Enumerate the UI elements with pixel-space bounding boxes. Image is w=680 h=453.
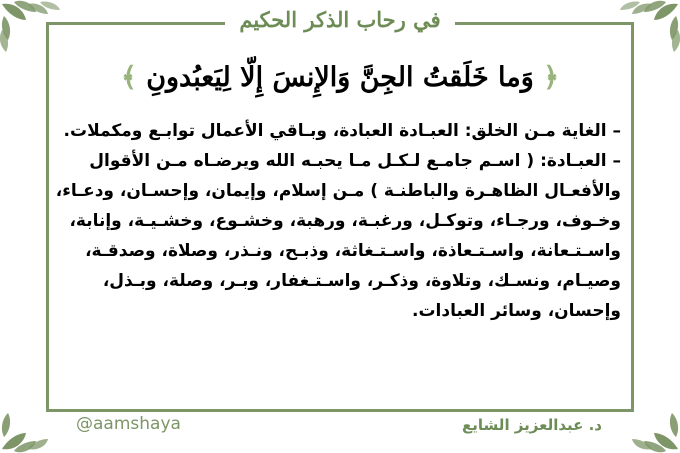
- author-name: د. عبدالعزيز الشايع: [454, 416, 610, 434]
- body-line: والأفعـال الظاهـرة والباطنـة ) مـن إسلام، وإيمان، وإحسـان، ودعـاء،: [56, 181, 621, 201]
- body-line: – الغاية مـن الخلق: العبـادة العبادة، وبـاقي الأعمال توابـع ومكملات.: [63, 121, 621, 141]
- body-line: – العبـادة: ( اسـم جامـع لـكـل مـا يحبـه الله ويرضـاه مـن الأقوال: [89, 151, 621, 171]
- quran-verse: [46, 58, 634, 98]
- body-line: وإحسان، وسائر العبادات.: [412, 301, 621, 321]
- header-title: [0, 3, 680, 37]
- body-line: وصيـام، ونسـك، وتلاوة، وذكـر، واسـتـغفار، وبـر، وصلة، وبـذل،: [102, 271, 621, 291]
- header-title-text: في رحاب الذكر الحكيم: [225, 7, 454, 32]
- verse-close-bracket: ﴾: [120, 62, 137, 93]
- body-line: واسـتـعانة، واسـتـعاذة، واسـتـغاثة، وذبـح، ونـذر، وصلاة، وصدقـة،: [85, 241, 621, 261]
- body-line: وخـوف، ورجـاء، وتوكـل، ورغبـة، ورهبة، وخشـوع، وخشـيـة، وإنابة،: [69, 211, 621, 231]
- body-paragraph: [56, 116, 621, 326]
- verse-text: وَما خَلَقتُ الجِنَّ وَالإِنسَ إِلّا لِيَعبُدونِ: [146, 62, 534, 93]
- social-handle: @aamshaya: [68, 414, 189, 434]
- footer: [0, 412, 680, 442]
- verse-open-bracket: ﴿: [543, 62, 560, 93]
